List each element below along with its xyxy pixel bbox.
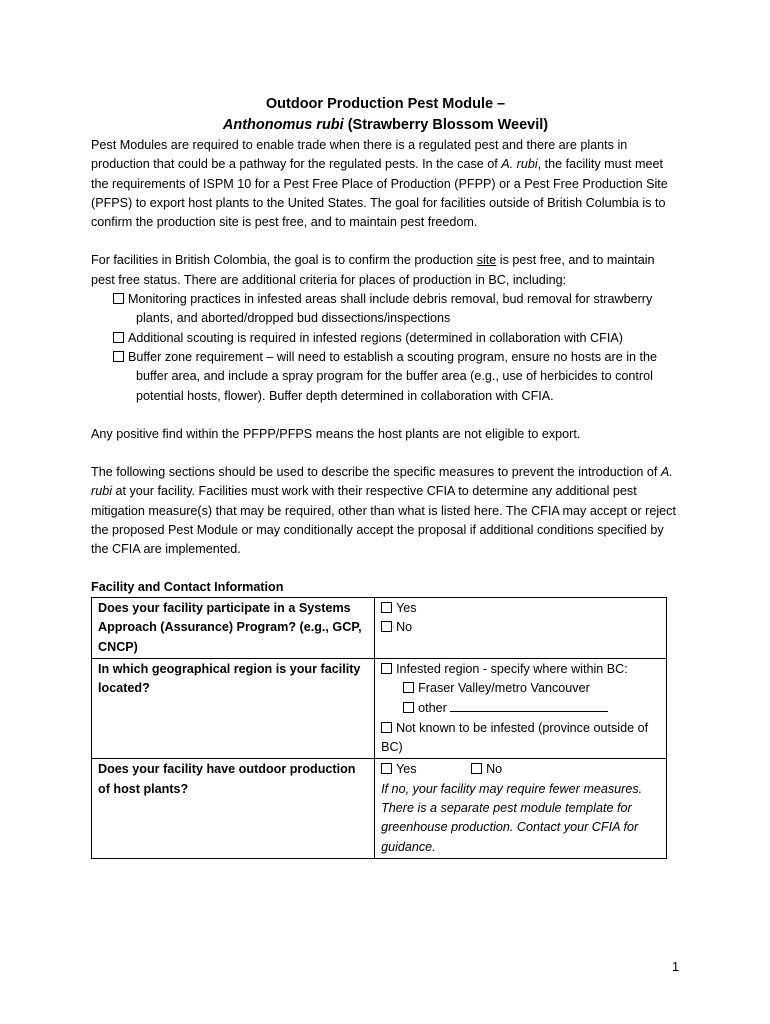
title-common-name: (Strawberry Blossom Weevil) [343,117,549,133]
checkbox[interactable] [381,763,392,774]
bc-criteria-text: Monitoring practices in infested areas shall include debris removal, bud removal for strawberry plants, and aborted/dropped bud dissections/inspections [128,292,653,326]
checkbox[interactable] [381,602,392,613]
option-no[interactable] [381,618,660,637]
facility-table [91,597,667,859]
title-species: Anthonomus rubi [222,117,344,133]
other-input[interactable] [450,698,608,712]
bc-criteria-item [91,329,680,348]
intro-text-a: Pest Modules are required to enable trade when there is a regulated pest and there are plants in production that could be a pathway for the regulated pests. In the case of [91,138,628,172]
checkbox[interactable] [403,682,414,693]
option-label: Not known to be infested (province outside of BC) [381,720,649,755]
page-number: 1 [672,960,680,974]
option-yes[interactable] [381,760,471,779]
bc-criteria-item [91,348,680,406]
document-page [91,94,680,859]
bc-text-b: is pest free, and to maintain pest free status. There are additional criteria for places of production in BC, including: [91,253,655,287]
answer-cell [375,597,667,658]
table-row [92,658,667,758]
bc-site-link: site [476,253,497,268]
option-no[interactable] [471,762,502,776]
option-other[interactable] [381,698,660,718]
answer-cell [375,658,667,758]
option-label: Fraser Valley/metro Vancouver [418,681,590,696]
intro-paragraph [91,136,680,232]
option-label: Infested region - specify where within BC: [396,661,628,676]
checkbox[interactable] [403,702,414,713]
option-infested[interactable] [381,660,660,679]
table-caption: Facility and Contact Information [91,579,284,594]
option-not-known[interactable] [381,719,660,758]
bc-paragraph [91,251,680,290]
bc-criteria-item [91,290,680,329]
intro-text-b: , the facility must meet the requirements of ISPM 10 for a Pest Free Place of Production (PFPP) or a Pest Free Production Site (PFPS) to export host plants to the United States. The goal for facilities outside of British Columbia is to confirm the production site is pest free, and to maintain pest freedom. [91,157,668,230]
title-line-1: Outdoor Production Pest Module – [265,96,506,112]
sections-paragraph [91,463,680,559]
page-title [91,94,680,136]
question-cell: Does your facility participate in a Systems Approach (Assurance) Program? (e.g., GCP, CNCP) [92,597,375,658]
intro-species: A. rubi [501,157,538,172]
option-label: Yes [396,600,417,615]
checkbox[interactable] [113,351,124,362]
sections-text-b: at your facility. Facilities must work with their respective CFIA to determine any additional pest mitigation measure(s) that may be required, other than what is listed here. The CFIA may accept or reject the proposed Pest Module or may conditionally accept the proposal if additional conditions specified by the CFIA are implemented. [91,484,676,557]
option-label: No [396,620,413,635]
bc-criteria-text: Buffer zone requirement – will need to establish a scouting program, ensure no hosts are in the buffer area, and include a spray program for the buffer area (e.g., use of herbicides to control potential hosts, flower). Buffer depth determined in collaboration with CFIA. [128,349,658,403]
sections-species: A. rubi [91,465,673,499]
option-yes[interactable] [381,599,660,618]
option-fraser-valley[interactable] [381,679,660,698]
positive-find-paragraph: Any positive find within the PFPP/PFPS means the host plants are not eligible to export. [91,426,581,441]
title-line-2 [91,115,680,136]
guidance-note: If no, your facility may require fewer measures. There is a separate pest module template for greenhouse production. Contact your CFIA for guidance. [381,781,643,854]
sections-text-a: The following sections should be used to describe the specific measures to prevent the introduction of [91,465,661,480]
checkbox[interactable] [381,621,392,632]
option-label: other [418,701,447,716]
table-row [92,759,667,858]
question-cell: In which geographical region is your facility located? [92,658,375,758]
checkbox[interactable] [113,332,124,343]
option-label: Yes [396,762,417,777]
checkbox[interactable] [113,293,124,304]
option-label: No [486,762,503,777]
yes-no-options [381,760,660,779]
table-row [92,597,667,658]
checkbox[interactable] [381,722,392,733]
question-cell: Does your facility have outdoor production of host plants? [92,759,375,858]
bc-text-a: For facilities in British Colombia, the goal is to confirm the production [91,253,477,268]
answer-cell [375,759,667,858]
checkbox[interactable] [471,763,482,774]
bc-criteria-text: Additional scouting is required in infested regions (determined in collaboration with CFIA) [128,330,623,345]
checkbox[interactable] [381,663,392,674]
